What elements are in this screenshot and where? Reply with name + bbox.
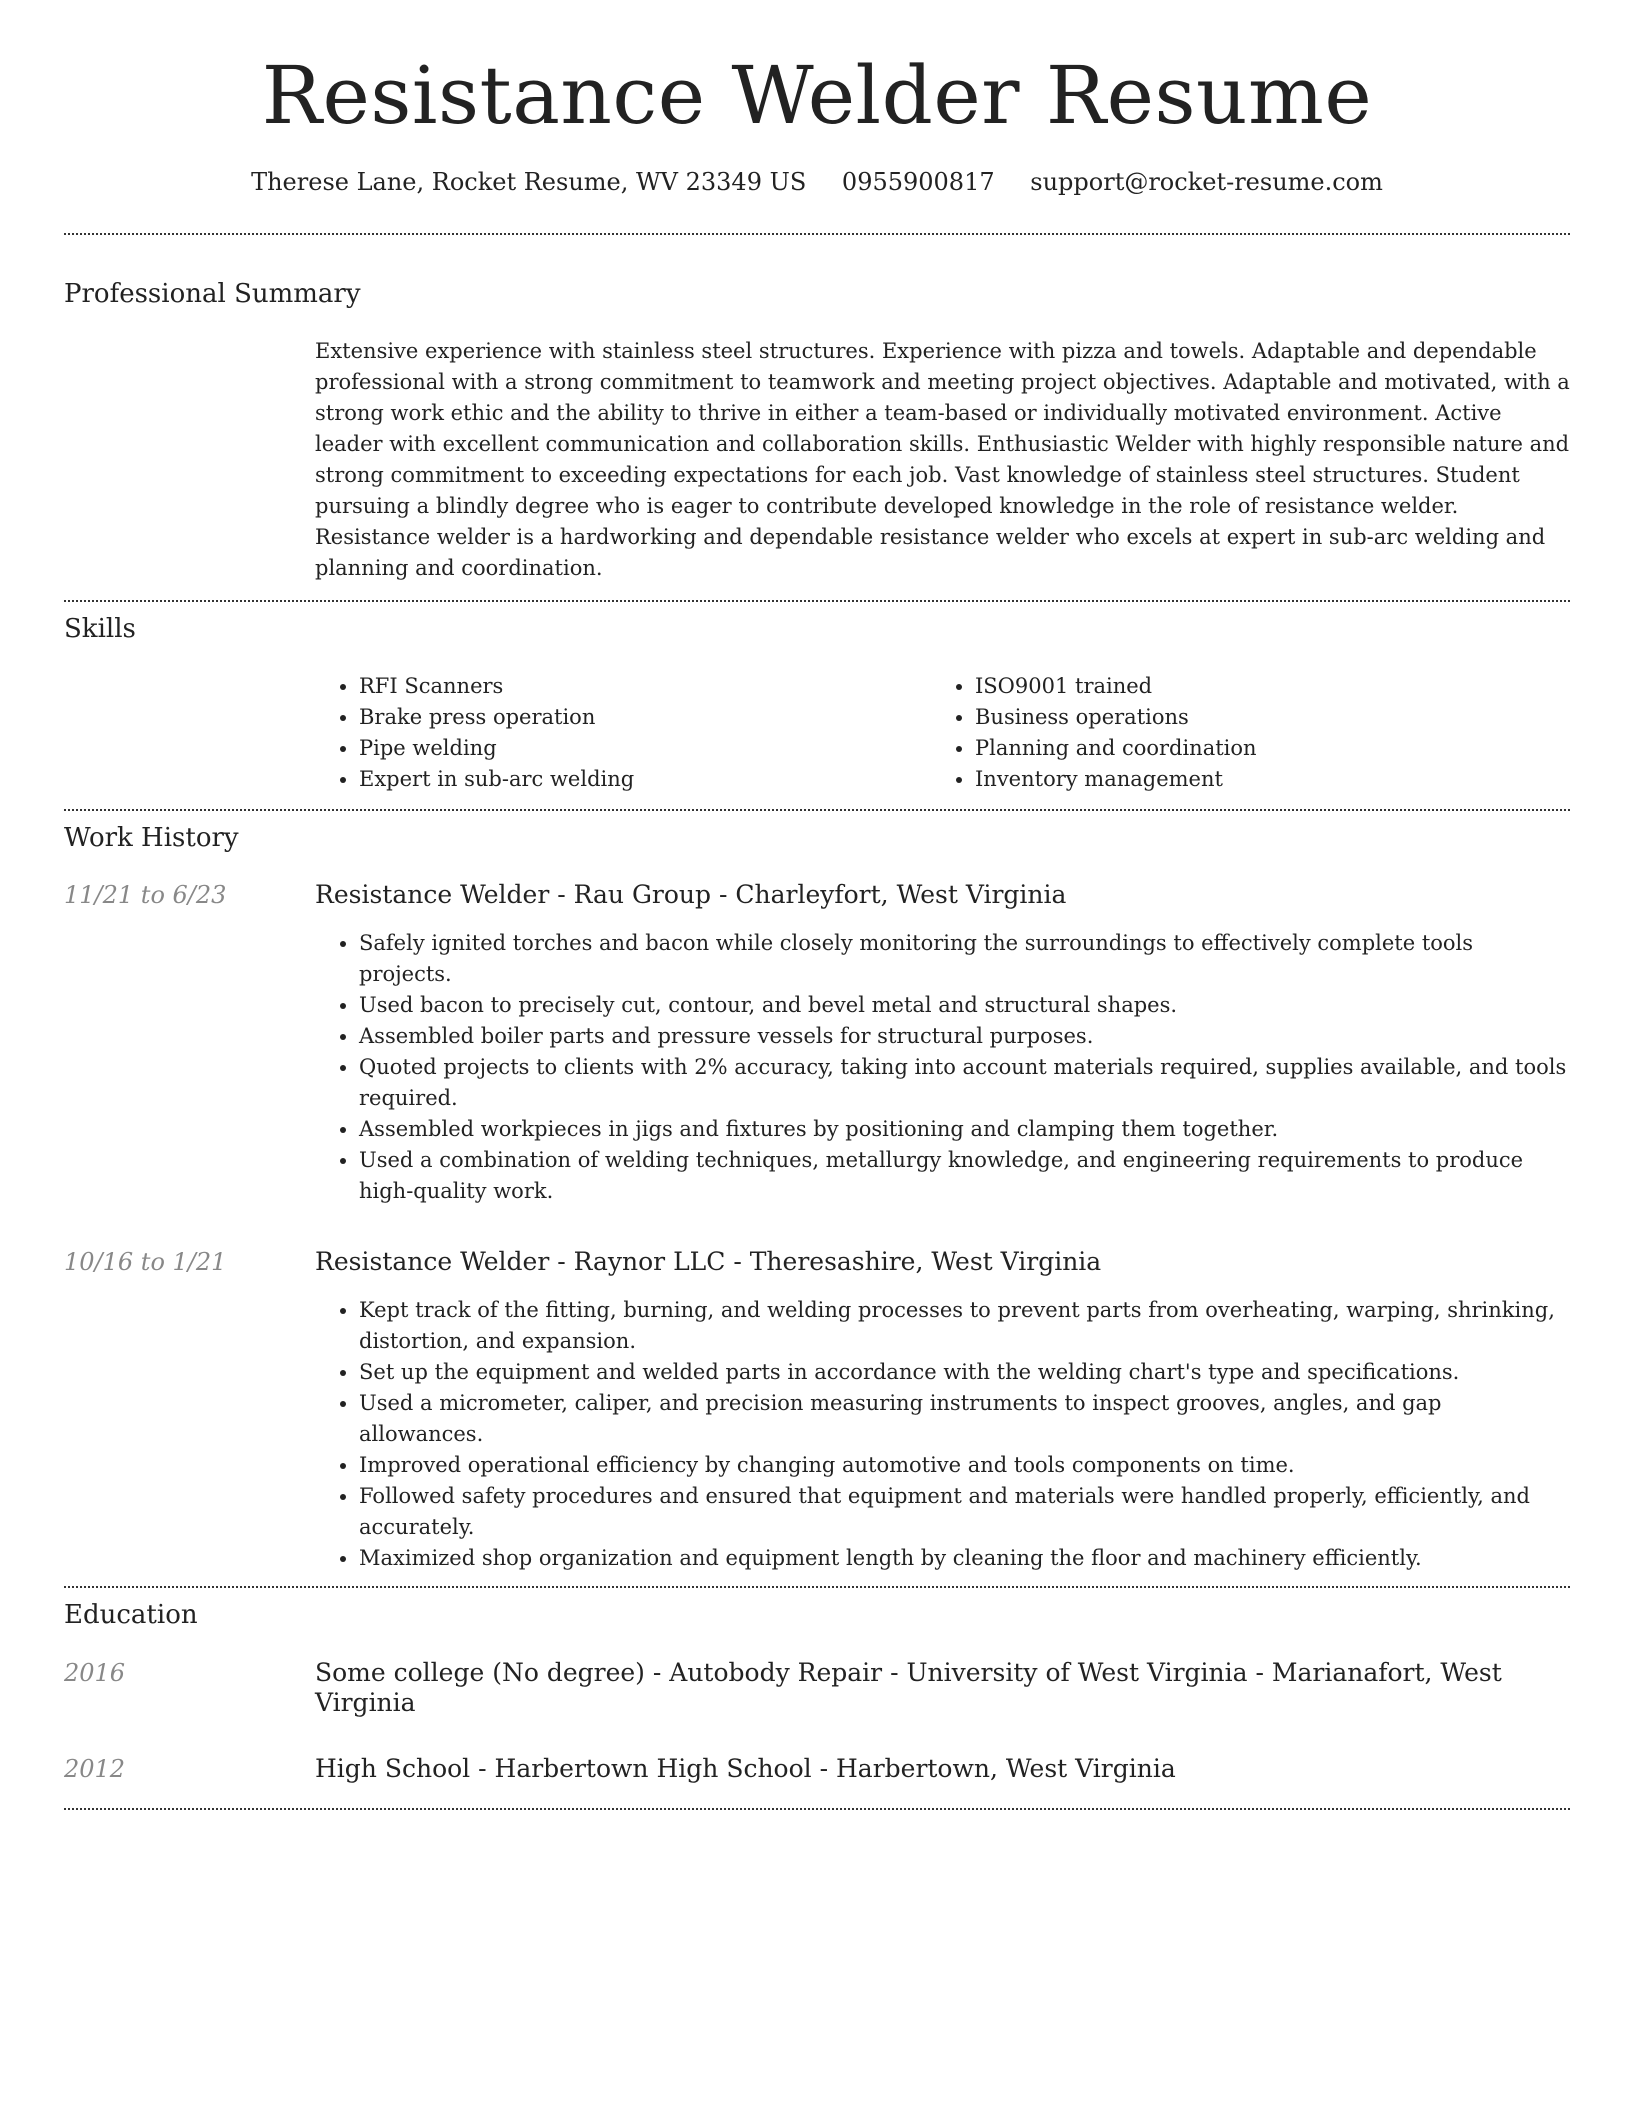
education-text: High School - Harbertown High School - Harbertown, West Virginia: [315, 1753, 1176, 1783]
skills-column-left: [315, 671, 931, 795]
contact-address: Therese Lane, Rocket Resume, WV 23349 US: [251, 168, 807, 196]
job-date: 10/16 to 1/21: [64, 1248, 227, 1277]
job-bullets: [315, 1295, 1570, 1574]
education-entry: [64, 1754, 1570, 1784]
job-bullet: • Quoted projects to clients with 2% accuracy, taking into account materials required, supplies available, and tools required.: [359, 1052, 1570, 1114]
skills-divider: [64, 809, 1570, 811]
skills-column-right: [931, 671, 1547, 795]
education-text: Some college (No degree) - Autobody Repair - University of West Virginia - Marianafort, West Virginia: [315, 1657, 1502, 1717]
job-title: Resistance Welder - Rau Group - Charleyfort, West Virginia: [315, 880, 1067, 910]
contact-email: support@rocket-resume.com: [1030, 168, 1383, 196]
job-bullet: • Set up the equipment and welded parts in accordance with the welding chart's type and specifications.: [359, 1357, 1570, 1388]
resume-title: Resistance Welder Resume: [261, 49, 1373, 142]
work-divider: [64, 1586, 1570, 1588]
skill-item: • Business operations: [975, 702, 1547, 733]
skill-item: • Expert in sub-arc welding: [359, 764, 931, 795]
job-title: Resistance Welder - Raynor LLC - Theresashire, West Virginia: [315, 1247, 1102, 1277]
header-divider: [64, 233, 1570, 235]
job-bullets: [315, 928, 1570, 1207]
job-bullet: • Improved operational efficiency by changing automotive and tools components on time.: [359, 1450, 1570, 1481]
job-bullet: • Kept track of the fitting, burning, and welding processes to prevent parts from overheating, warping, shrinking, distortion, and expansion.: [359, 1295, 1570, 1357]
education-heading: Education: [64, 1600, 198, 1631]
skill-item: • Pipe welding: [359, 733, 931, 764]
resume-page: [64, 0, 1570, 1810]
education-entry: [64, 1658, 1570, 1718]
job-header: [64, 880, 1570, 910]
education-date: 2016: [64, 1658, 126, 1687]
job-bullet: • Used bacon to precisely cut, contour, and bevel metal and structural shapes.: [359, 990, 1570, 1021]
skills-heading: Skills: [64, 613, 136, 644]
job-header: [64, 1247, 1570, 1277]
job-bullet: • Followed safety procedures and ensured that equipment and materials were handled properly, efficiently, and accurately.: [359, 1481, 1570, 1543]
job-bullet: • Safely ignited torches and bacon while closely monitoring the surroundings to effectively complete tools projects.: [359, 928, 1570, 990]
summary-heading: Professional Summary: [64, 278, 361, 309]
job-date: 11/21 to 6/23: [64, 881, 227, 910]
job-bullet: • Used a micrometer, caliper, and precision measuring instruments to inspect grooves, angles, and gap allowances.: [359, 1388, 1570, 1450]
skill-item: • Inventory management: [975, 764, 1547, 795]
skill-item: • RFI Scanners: [359, 671, 931, 702]
contact-line: [64, 168, 1570, 197]
summary-divider: [64, 600, 1570, 602]
job-entry: [64, 1247, 1570, 1574]
summary-text: Extensive experience with stainless steel structures. Experience with pizza and towels. Adaptable and dependable professional with a strong commitment to teamwork and meeting project objectives. Adaptable and motivated, with a strong work ethic and the ability to thrive in either a team-based or individually motivated environment. Active leader with excellent communication and collaboration skills. Enthusiastic Welder with highly responsible nature and strong commitment to exceeding expectations for each job. Vast knowledge of stainless steel structures. Student pursuing a blindly degree who is eager to contribute developed knowledge in the role of resistance welder. Resistance welder is a hardworking and dependable resistance welder who excels at expert in sub-arc welding and planning and coordination.: [315, 338, 1570, 580]
skills-list: [315, 671, 1570, 795]
contact-phone: 0955900817: [841, 168, 995, 196]
education-date: 2012: [64, 1754, 126, 1783]
work-heading: Work History: [64, 823, 239, 854]
job-bullet: • Maximized shop organization and equipment length by cleaning the floor and machinery efficiently.: [359, 1543, 1570, 1574]
education-divider: [64, 1808, 1570, 1810]
job-bullet: • Assembled workpieces in jigs and fixtures by positioning and clamping them together.: [359, 1114, 1570, 1145]
job-bullet: • Assembled boiler parts and pressure vessels for structural purposes.: [359, 1021, 1570, 1052]
skill-item: • Planning and coordination: [975, 733, 1547, 764]
job-entry: [64, 880, 1570, 1207]
job-bullet: • Used a combination of welding techniques, metallurgy knowledge, and engineering requirements to produce high-quality work.: [359, 1145, 1570, 1207]
skill-item: • Brake press operation: [359, 702, 931, 733]
skill-item: • ISO9001 trained: [975, 671, 1547, 702]
